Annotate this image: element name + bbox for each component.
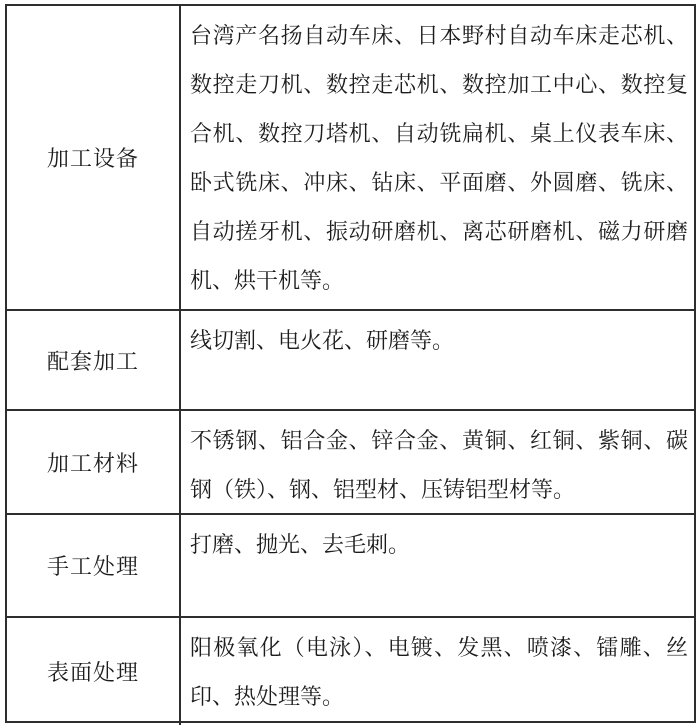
row-label: 配套加工 — [7, 311, 181, 409]
row-content: 不锈钢、铝合金、锌合金、黄铜、红铜、紫铜、碳钢（铁）、钢、铝型材、压铸铝型材等。 — [190, 428, 688, 502]
table-row — [7, 513, 694, 616]
row-label: 表面处理 — [7, 618, 181, 725]
table-row — [7, 6, 694, 309]
row-content: 打磨、抛光、去毛刺。 — [190, 532, 411, 557]
row-label: 手工处理 — [7, 515, 181, 616]
table-row — [7, 309, 694, 409]
row-label: 加工设备 — [7, 6, 181, 309]
table-row — [7, 409, 694, 513]
row-content: 台湾产名扬自动车床、日本野村自动车床走芯机、数控走刀机、数控走芯机、数控加工中心、数控复合机、数控刀塔机、自动铣扁机、桌上仪表车床、卧式铣床、冲床、钻床、平面磨、外圆磨、铣床、自动搓牙机、振动研磨机、离芯研磨机、磁力研磨机、烘干机等。 — [190, 23, 688, 293]
row-content: 线切割、电火花、研磨等。 — [190, 328, 455, 353]
row-content: 阳极氧化（电泳）、电镀、发黑、喷漆、镭雕、丝印、热处理等。 — [190, 635, 688, 709]
process-capability-table — [5, 4, 696, 723]
row-label: 加工材料 — [7, 411, 181, 513]
table-row — [7, 616, 694, 725]
